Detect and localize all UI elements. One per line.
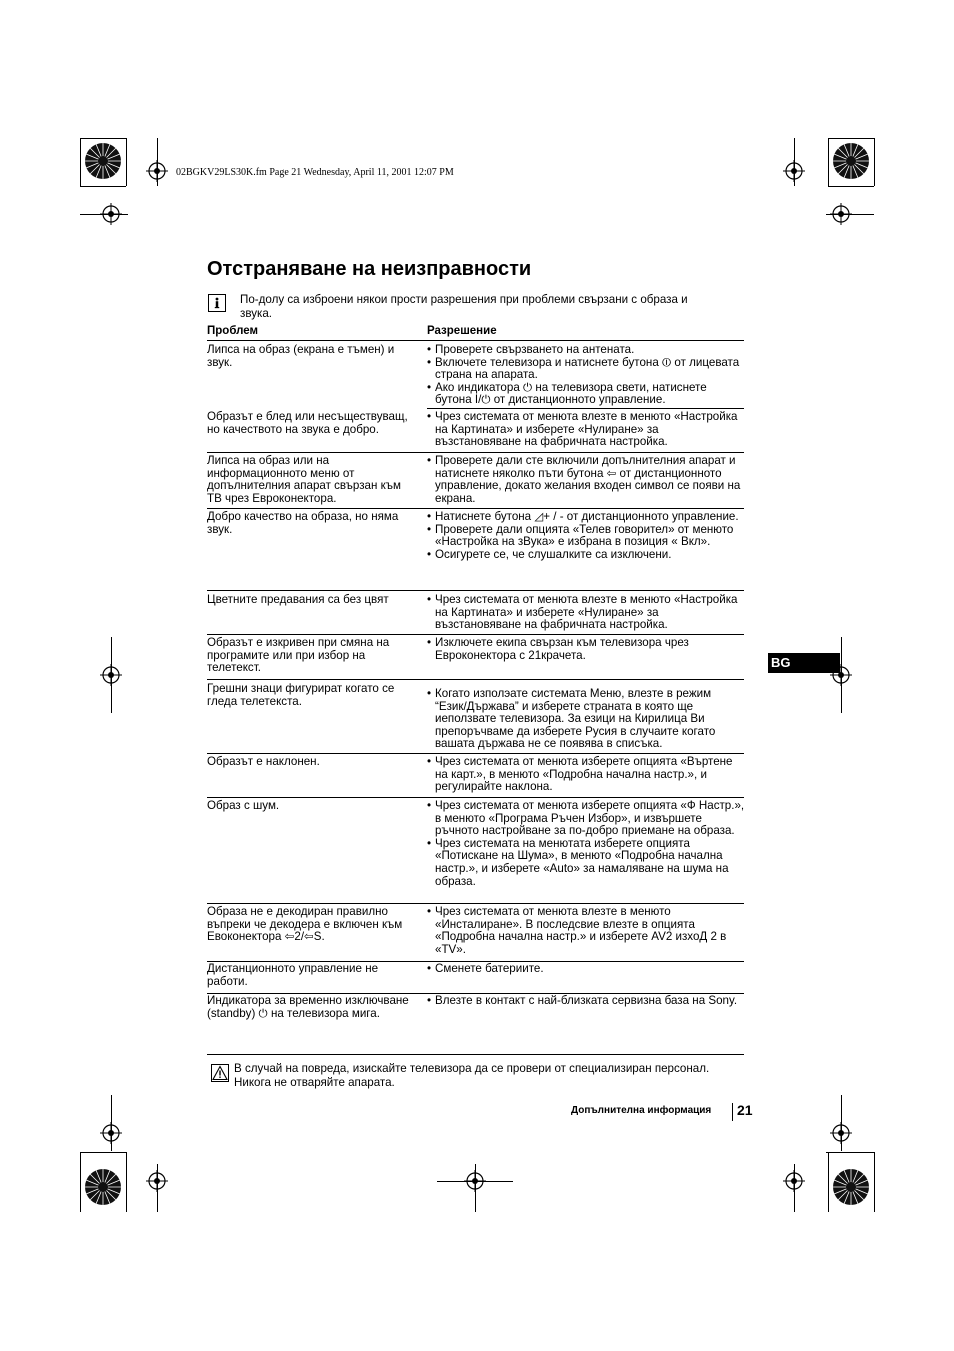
solution-item: • Чрез системата от менюта изберете опцията «Въртене на карт.», в менюто «Подробна начална настр.», и регулирайте наклона. [427,756,745,794]
solution-list [427,995,745,1008]
warning-text: В случай на повреда, изискайте телевизора да се провери от специализиран персонал. Никога не отваряйте апарата. [234,1062,710,1089]
column-header-solution: Разрешение [427,325,497,337]
solution-list [427,963,745,976]
footer-divider [732,1103,733,1121]
solution-list [427,594,745,632]
solution-list [427,455,745,505]
problem-cell: Образът е изкривен при смяна на програмите или при избор на телетекст. [207,636,390,675]
solution-item: • Чрез системата от менюта изберете опцията «Ф Настр.», в менюто «Програма Ръчен Избор», и извършете ръчното настройване за по-добро приемане на образа. [427,800,745,838]
registration-sunburst-icon [832,1168,870,1206]
row-rule [207,679,744,680]
registration-sunburst-icon [84,1168,122,1206]
problem-cell: Цветните предавания са без цвят [207,593,389,606]
problem-cell: Образът е блед или несъществуващ, но качеството на звука е добро. [207,410,408,436]
problem-cell: Липса на образ или на информационното меню от допълнителния апарат свързан към ТВ чрез Евроконектора. [207,454,401,505]
solution-item: • Чрез системата от менюта влезте в менюто «Настройка на Картината» и изберете «Нулиране» за възстановяване на фабричната настройка. [427,594,745,632]
solution-list [427,800,745,888]
language-tab: BG [768,653,840,673]
problem-cell: Индикатора за временно изключване (standby) ⏻ на телевизора мига. [207,994,409,1020]
page-title: Отстраняване на неизправности [207,258,532,280]
row-rule [207,508,744,509]
registration-sunburst-icon [832,142,870,180]
problem-cell: Образът е наклонен. [207,755,320,768]
solution-item: • Натиснете бутона ◿+ / - от дистанционното управление. [427,511,745,524]
solution-list [427,688,745,751]
problem-cell: Липса на образ (екрана е тъмен) и звук. [207,343,395,369]
warning-triangle-icon [211,1064,229,1082]
table-bottom-rule [207,1054,744,1055]
solution-item: • Когато изполэате системата Меню, влезте в режим “Език/Държава” и изберете страната в която ще иеползвате телевизора. За езици на Кирилица Ви препоръчваме да изберете Русия в случаите когато вашата държава не се появява в списъка. [427,688,745,751]
solution-item: • Влезте в контакт с най-близката сервизна база на Sony. [427,995,745,1008]
problem-cell: Дистанционното управление не работи. [207,962,379,988]
problem-cell: Добро качество на образа, но няма звук. [207,510,399,536]
solution-item: • Включете телевизора и натиснете бутона ⏼ от лицевата страна на апарата. [427,357,745,382]
row-rule [207,753,744,754]
intro-text: По-долу са изброени някои прости разрешения при проблеми свързани с образа и звука. [240,293,688,320]
problem-cell: Образа не е декодиран правилно въпреки че декодера е включен към Евоконектора ⇦2/⇦S. [207,905,403,944]
solution-item: • Сменете батериите. [427,963,745,976]
solution-item: • Чрез системата от менюта влезте в менюто «Настройка на Картината» и изберете «Нулиране» за възстановяване на фабричната настройка. [427,411,745,449]
file-header: 02BGKV29LS30K.fm Page 21 Wednesday, April 11, 2001 12:07 PM [176,167,454,178]
solution-item: • Изключете екипа свързан към телевизора чрез Евроконектора с 21крачета. [427,637,745,662]
solution-item: • Проверете свързването на антената. [427,344,745,357]
page-number: 21 [737,1102,753,1118]
row-rule [207,903,744,904]
solution-list [427,344,745,407]
row-rule [207,797,744,798]
solution-list [427,756,745,794]
solution-item: • Проверете дали сте включили допълнителния апарат и натиснете няколко пъти бутона ⇦ от дистанционното управление, докато желания входен символ се появи на екрана. [427,455,745,505]
problem-cell: Образ с шум. [207,799,280,812]
row-rule [207,634,744,635]
problem-cell: Грешни знаци фигурират когато се гледа телетекста. [207,682,395,708]
info-icon [208,294,226,312]
solution-item: • Чрез системата от менюта влезте в менюто «Инсталиране». В последсвие влезте в опцията «Подробна начална настр.» и изберете AV2 изхоД 2 в «TV». [427,906,745,956]
solution-list [427,637,745,662]
solution-list [427,411,745,449]
registration-sunburst-icon [84,142,122,180]
column-header-problem: Проблем [207,325,259,337]
table-header-rule [207,340,744,341]
solution-list [427,906,745,956]
row-rule [207,590,744,591]
solution-list [427,511,745,561]
solution-item: • Чрез системата на менютата изберете опцията «Потискане на Шума», в менюто «Подробна начална настр.», и изберете «Auto» за намаляване на шума на образа. [427,838,745,888]
solution-item: • Осигурете се, че слушалките са изключени. [427,549,745,562]
footer-section-title: Допълнителна информация [571,1105,712,1116]
solution-item: • Ако индикатора ⏻ на телевизора свети, натиснете бутона I/⏻ от дистанционното управление. [427,382,745,407]
row-rule [427,408,744,409]
solution-item: • Проверете дали опцията «Телев говорител» от менюто «Настройка на зВука» е избрана в позиция « Вкл». [427,524,745,549]
row-rule [207,452,744,453]
